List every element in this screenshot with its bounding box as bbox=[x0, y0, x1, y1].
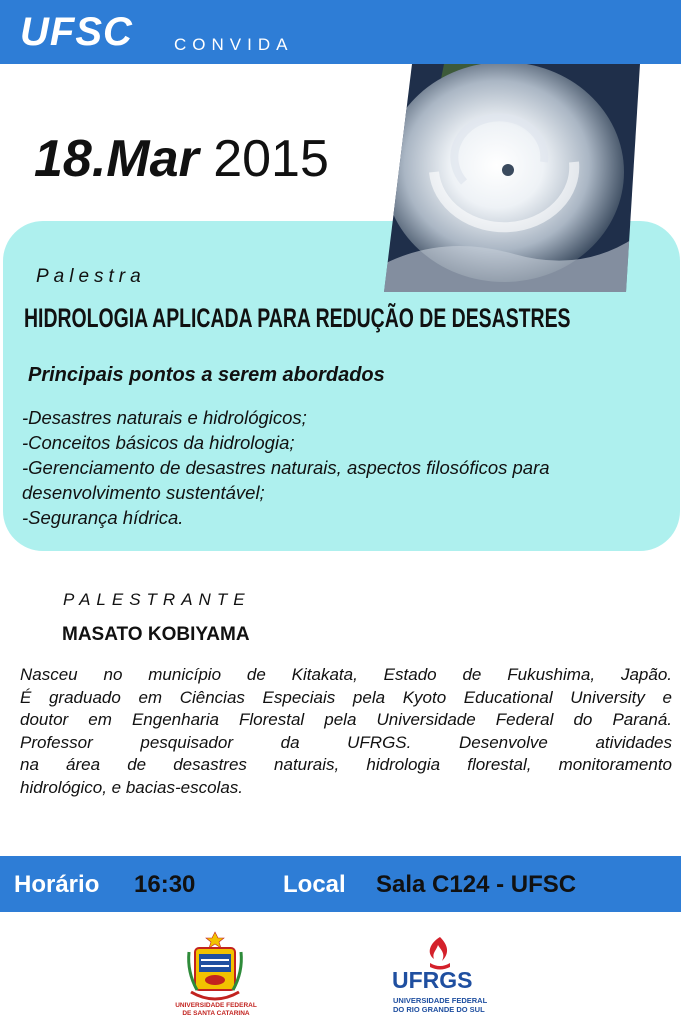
place-value: Sala C124 - UFSC bbox=[376, 871, 577, 898]
time-label: Horário bbox=[14, 871, 100, 898]
header-tagline: CONVIDA bbox=[174, 35, 294, 54]
ufrgs-logo-name: UFRGS bbox=[392, 967, 473, 993]
event-date bbox=[34, 130, 329, 188]
topic-item: -Conceitos básicos da hidrologia; bbox=[22, 432, 295, 453]
topic-item: -Segurança hídrica. bbox=[22, 507, 184, 528]
lecture-subtitle: Principais pontos a serem abordados bbox=[28, 364, 385, 386]
place-label: Local bbox=[283, 871, 346, 898]
topic-item: -Gerenciamento de desastres naturais, aspectos filosóficos para bbox=[22, 457, 550, 478]
speaker-name: MASATO KOBIYAMA bbox=[62, 624, 250, 645]
topic-item: -Desastres naturais e hidrológicos; bbox=[22, 407, 307, 428]
bio-line: doutor em Engenharia Florestal pela Universidade Federal do Paraná. bbox=[20, 710, 672, 729]
bio-line: hidrológico, e bacias-escolas. bbox=[20, 777, 244, 797]
speaker-bio bbox=[20, 664, 672, 799]
bio-line: Professor pesquisador da UFRGS. Desenvolve atividades bbox=[20, 732, 672, 752]
ufsc-logo-caption bbox=[168, 1002, 264, 1018]
ufrgs-flame-icon bbox=[420, 935, 460, 971]
lecture-title: HIDROLOGIA APLICADA PARA REDUÇÃO DE DESASTRES bbox=[24, 303, 571, 333]
topics-list bbox=[22, 405, 662, 530]
hurricane-satellite-image bbox=[384, 64, 640, 292]
ufsc-caption-line: UNIVERSIDADE FEDERAL bbox=[175, 1002, 257, 1009]
event-day-month: 18.Mar bbox=[34, 130, 199, 188]
topic-item: desenvolvimento sustentável; bbox=[22, 482, 265, 503]
time-value: 16:30 bbox=[134, 871, 196, 898]
event-year: 2015 bbox=[213, 130, 329, 188]
ufsc-crest-logo bbox=[185, 930, 245, 1008]
brand-title: UFSC bbox=[20, 10, 133, 54]
lecture-kind: Palestra bbox=[36, 266, 146, 287]
ufrgs-logo-caption bbox=[393, 996, 497, 1014]
ufrgs-caption-line: DO RIO GRANDE DO SUL bbox=[393, 1005, 485, 1014]
bio-line: É graduado em Ciências Especiais pela Kyoto Educational University e bbox=[20, 687, 672, 707]
ufrgs-caption-line: UNIVERSIDADE FEDERAL bbox=[393, 996, 488, 1005]
speaker-label: PALESTRANTE bbox=[63, 590, 251, 609]
bio-line: na área de desastres naturais, hidrologia florestal, monitoramento bbox=[20, 755, 672, 774]
ufsc-caption-line: DE SANTA CATARINA bbox=[182, 1010, 250, 1017]
bio-line: Nasceu no município de Kitakata, Estado de Fukushima, Japão. bbox=[20, 665, 672, 684]
